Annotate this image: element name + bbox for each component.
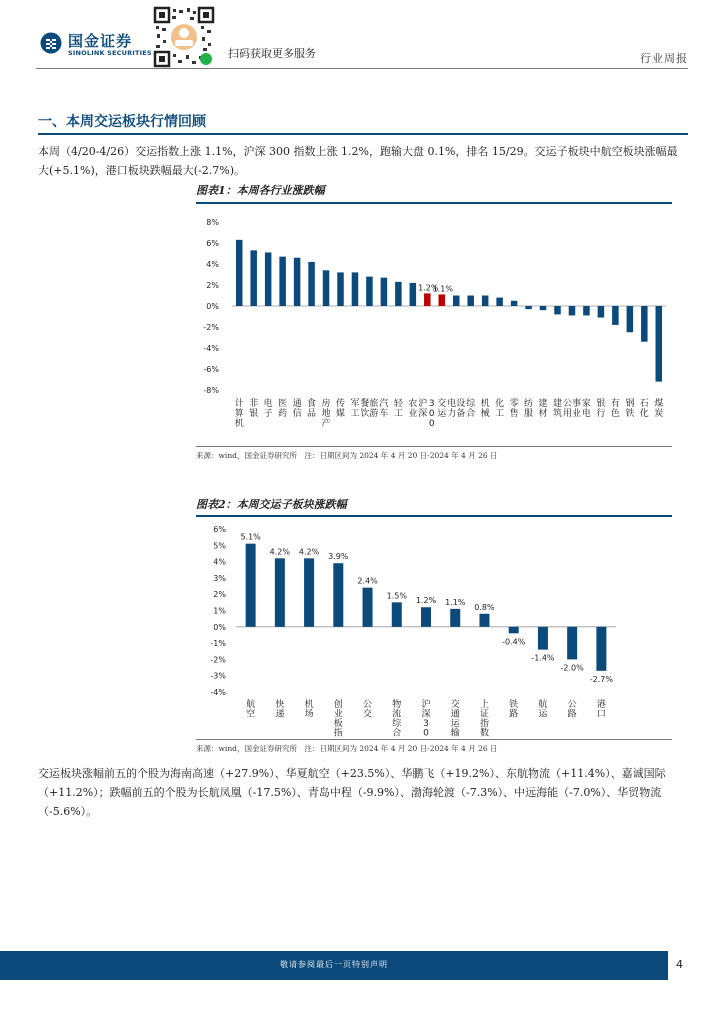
x-tick-label: 石化 bbox=[639, 399, 649, 419]
data-label: 1.5% bbox=[386, 591, 407, 601]
bar bbox=[421, 607, 431, 627]
y-tick-label: 5% bbox=[213, 541, 226, 551]
bar bbox=[627, 306, 634, 332]
y-tick-label: 6% bbox=[213, 525, 226, 534]
x-tick-label: 化工 bbox=[495, 399, 505, 419]
x-tick-label: 房地产 bbox=[321, 399, 331, 429]
data-label: -0.4% bbox=[502, 637, 526, 647]
bar bbox=[410, 283, 417, 306]
bar bbox=[279, 257, 286, 306]
x-tick-label: 航空 bbox=[246, 700, 256, 720]
data-label: 1.1% bbox=[445, 597, 466, 607]
x-tick-label: 传媒 bbox=[335, 399, 346, 419]
bar bbox=[567, 627, 577, 660]
section-title: 一、本周交运板块行情回顾 bbox=[38, 114, 206, 130]
figure1-source-rule bbox=[196, 446, 672, 447]
page-footer bbox=[0, 951, 724, 991]
bar bbox=[246, 544, 256, 627]
x-tick-label: 电力设备 bbox=[447, 399, 466, 419]
data-label: 3.9% bbox=[328, 552, 349, 562]
data-label: 4.2% bbox=[298, 547, 320, 557]
footer-banner bbox=[0, 951, 668, 980]
x-tick-label: 港口 bbox=[596, 700, 606, 720]
y-tick-label: -2% bbox=[203, 323, 219, 332]
bar bbox=[511, 301, 518, 306]
x-tick-label: 家电 bbox=[581, 399, 591, 419]
data-label: 1.2% bbox=[415, 596, 437, 606]
stock-movers-paragraph: 交运板块涨幅前五的个股为海南高速（+27.9%）、华夏航空（+23.5%）、华鹏飞（+19.2%）、东航物流（+11.4%）、嘉诚国际（+11.2%）；跌幅前五的个股为长航凤凰（-17.5%）、青岛中程（-9.9%）、渤海轮渡（-7.3%）、中远海能（-7.0%）、华贸物流（-5.6%）。 bbox=[38, 767, 666, 818]
data-label: 5.1% bbox=[240, 532, 261, 542]
x-tick-label: 有色 bbox=[610, 399, 620, 419]
data-label: 4.2% bbox=[269, 547, 291, 557]
x-tick-label: 餐饮旅游 bbox=[360, 399, 379, 419]
x-tick-label: 军工 bbox=[350, 399, 360, 419]
x-tick-label: 通信 bbox=[292, 399, 302, 419]
figure2-title-rule bbox=[196, 515, 672, 517]
x-tick-label: 机械 bbox=[480, 399, 490, 419]
y-tick-label: 2% bbox=[206, 281, 219, 290]
x-tick-label: 交运 bbox=[437, 399, 447, 419]
y-tick-label: -2% bbox=[210, 655, 226, 665]
page-header bbox=[0, 0, 724, 70]
y-tick-label: -3% bbox=[210, 671, 226, 681]
y-tick-label: 4% bbox=[206, 260, 219, 269]
data-label: 0.8% bbox=[474, 602, 495, 612]
x-tick-label: 钢铁 bbox=[625, 399, 635, 419]
bar bbox=[323, 270, 330, 306]
x-tick-label: 煤炭 bbox=[654, 399, 664, 419]
report-type-label: 行业周报 bbox=[640, 52, 688, 65]
figure1-title: 图表1：本周各行业涨跌幅 bbox=[196, 184, 325, 197]
y-tick-label: 1% bbox=[213, 606, 226, 616]
company-name-cn: 国金证券 bbox=[68, 32, 133, 50]
page-number: 4 bbox=[676, 958, 683, 971]
x-tick-label: 公路 bbox=[567, 700, 577, 720]
x-tick-label: 食品 bbox=[307, 399, 317, 419]
bar bbox=[596, 627, 606, 671]
y-tick-label: 0% bbox=[213, 622, 226, 632]
data-label: -1.4% bbox=[531, 653, 555, 663]
scan-prompt-text: 扫码获取更多服务 bbox=[228, 47, 316, 60]
bar bbox=[641, 306, 648, 342]
figure1-source: 来源：wind，国金证券研究所 注：日期区间为 2024 年 4 月 20 日-2024 年 4 月 26 日 bbox=[196, 451, 498, 460]
bar bbox=[509, 627, 519, 634]
bar bbox=[363, 588, 373, 627]
industry-change-bar-chart bbox=[196, 206, 672, 444]
bar bbox=[538, 627, 548, 650]
bar bbox=[333, 563, 343, 627]
bar bbox=[265, 252, 272, 306]
x-tick-label: 综合 bbox=[466, 399, 476, 419]
data-label: -2.7% bbox=[589, 674, 613, 684]
bar bbox=[236, 240, 243, 306]
x-tick-label: 农业 bbox=[408, 399, 418, 419]
bar bbox=[540, 306, 547, 310]
bar bbox=[352, 272, 359, 306]
y-tick-label: -4% bbox=[210, 688, 226, 697]
y-tick-label: 2% bbox=[213, 590, 226, 600]
bar bbox=[294, 258, 301, 306]
figure2-source: 来源：wind，国金证券研究所 注：日期区间为 2024 年 4 月 20 日-2024 年 4 月 26 日 bbox=[196, 744, 498, 753]
data-label: 1.2% bbox=[418, 283, 439, 293]
company-name-en: SINOLINK SECURITIES bbox=[68, 49, 152, 57]
bar bbox=[395, 282, 402, 306]
qr-code-icon[interactable] bbox=[153, 6, 215, 68]
bar bbox=[337, 272, 344, 306]
bar bbox=[304, 558, 314, 626]
bar bbox=[453, 296, 460, 307]
bar bbox=[424, 293, 431, 306]
y-tick-label: 0% bbox=[206, 302, 219, 311]
x-tick-label: 沪深3 0 0 bbox=[418, 399, 435, 429]
section-divider bbox=[38, 133, 688, 135]
x-tick-label: 沪深 3 0 bbox=[421, 700, 431, 737]
data-label: 2.4% bbox=[357, 576, 378, 586]
bar bbox=[392, 602, 402, 626]
y-tick-label: 8% bbox=[206, 218, 219, 227]
bar bbox=[569, 306, 576, 315]
y-tick-label: -6% bbox=[203, 365, 219, 374]
bar bbox=[482, 296, 489, 307]
x-tick-label: 创业板指 bbox=[333, 700, 343, 737]
bar bbox=[479, 614, 489, 627]
x-tick-label: 电子 bbox=[263, 399, 273, 419]
bar bbox=[275, 558, 285, 626]
x-tick-label: 零售 bbox=[509, 399, 519, 419]
bar bbox=[381, 278, 388, 306]
x-tick-label: 计算机 bbox=[234, 399, 244, 429]
data-label: -2.0% bbox=[560, 663, 584, 673]
x-tick-label: 轻工 bbox=[393, 399, 403, 419]
bar bbox=[308, 262, 315, 306]
y-tick-label: 3% bbox=[213, 573, 226, 583]
x-tick-label: 快递 bbox=[275, 700, 285, 720]
bar bbox=[612, 306, 619, 325]
figure1-title-rule bbox=[196, 202, 672, 204]
y-tick-label: -8% bbox=[203, 386, 219, 395]
x-tick-label: 汽车 bbox=[379, 399, 389, 419]
y-tick-label: -1% bbox=[210, 639, 226, 649]
x-tick-label: 银行 bbox=[596, 399, 606, 419]
x-tick-label: 非银 bbox=[249, 399, 259, 419]
footer-disclaimer: 敬请参阅最后一页特别声明 bbox=[280, 960, 388, 969]
bar bbox=[598, 306, 605, 318]
x-tick-label: 机场 bbox=[304, 700, 314, 720]
x-tick-label: 铁路 bbox=[509, 700, 519, 720]
header-divider bbox=[36, 68, 688, 69]
bar bbox=[250, 250, 257, 306]
sinolink-logo-icon bbox=[40, 32, 62, 54]
bar bbox=[656, 306, 663, 382]
intro-paragraph: 本周（4/20-4/26）交运指数上涨 1.1%，沪深 300 指数上涨 1.2%，跑输大盘 0.1%，排名 15/29。交运子板块中航空板块涨幅最大(+5.1%)，港口板块跌幅最大(-2.7%)。 bbox=[38, 145, 678, 177]
bar bbox=[439, 294, 446, 306]
x-tick-label: 公用事业 bbox=[562, 399, 581, 419]
bar bbox=[554, 306, 561, 314]
bar bbox=[583, 306, 590, 315]
figure2-title: 图表2：本周交运子板块涨跌幅 bbox=[196, 498, 347, 511]
data-label: 1.1% bbox=[432, 284, 453, 294]
x-tick-label: 航运 bbox=[538, 700, 548, 720]
x-tick-label: 上证指数 bbox=[479, 700, 489, 737]
bar bbox=[450, 609, 460, 627]
x-tick-label: 医药 bbox=[278, 399, 288, 419]
y-tick-label: 6% bbox=[206, 239, 219, 248]
x-tick-label: 物流综合 bbox=[392, 700, 402, 737]
x-tick-label: 纺服 bbox=[524, 399, 534, 419]
figure2-source-rule bbox=[196, 739, 672, 740]
x-tick-label: 建材 bbox=[538, 399, 548, 419]
x-tick-label: 交通运输 bbox=[450, 700, 460, 737]
bar bbox=[366, 277, 373, 306]
bar bbox=[525, 306, 532, 309]
transport-subsector-bar-chart bbox=[196, 519, 672, 737]
y-tick-label: -4% bbox=[203, 344, 219, 353]
bar bbox=[496, 298, 503, 306]
x-tick-label: 建筑 bbox=[552, 399, 563, 419]
bar bbox=[467, 296, 474, 307]
y-tick-label: 4% bbox=[213, 557, 226, 567]
x-tick-label: 公交 bbox=[363, 700, 373, 720]
